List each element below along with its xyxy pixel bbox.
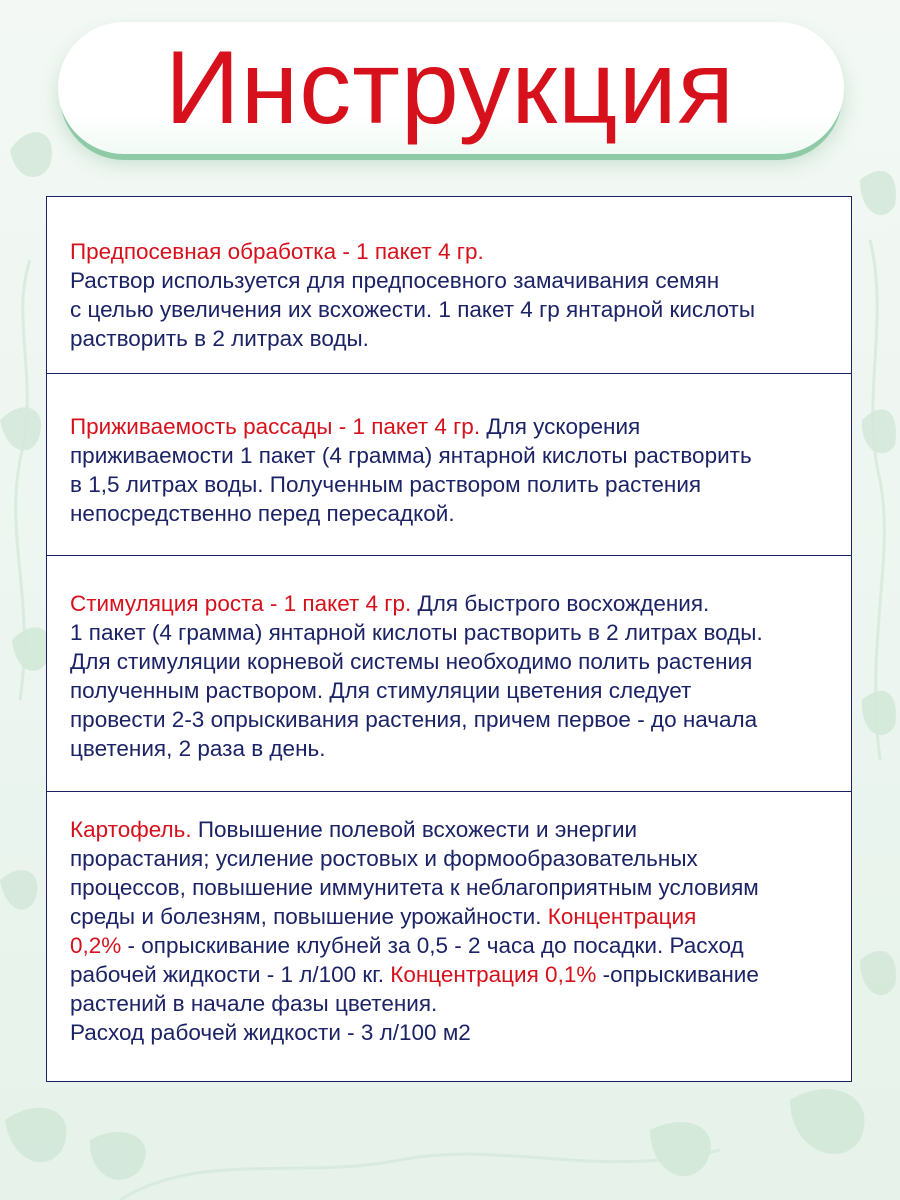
- section-text: [70, 237, 833, 353]
- section-body: Раствор используется для предпосевного замачивания семян с целью увеличения их всхожести. 1 пакет 4 гр янтарной кислоты растворить в 2 литрах воды.: [70, 268, 756, 351]
- section-text: [70, 412, 833, 528]
- instruction-panel: [46, 196, 852, 1082]
- section-text: [70, 589, 833, 763]
- section-heading: Картофель.: [70, 817, 192, 842]
- section-body: Для ускорения приживаемости 1 пакет (4 грамма) янтарной кислоты растворить в 1,5 литрах воды. Полученным раствором полить растения непосредственно перед пересадкой.: [70, 414, 752, 526]
- page-title: Инструкция: [165, 30, 735, 146]
- section-heading: Приживаемость рассады - 1 пакет 4 гр.: [70, 414, 481, 439]
- section-seedling-survival: [47, 374, 851, 556]
- section-presowing: [47, 197, 851, 374]
- section-body: -опрыскивание растений в начале фазы цветения. Расход рабочей жидкости - 3 л/100 м2: [70, 962, 759, 1045]
- section-heading: Стимуляция роста - 1 пакет 4 гр.: [70, 591, 412, 616]
- section-heading: Предпосевная обработка - 1 пакет 4 гр.: [70, 239, 484, 264]
- section-body: Для быстрого восхождения. 1 пакет (4 грамма) янтарной кислоты растворить в 2 литрах воды. Для стимуляции корневой системы необходимо полить растения полученным раствором. Для стимуляции цветения следует провести 2-3 опрыскивания растения, причем первое - до начала цветения, 2 раза в день.: [70, 591, 763, 761]
- section-body: Повышение полевой всхожести и энергии прорастания; усиление ростовых и формообразовательных процессов, повышение иммунитета к неблагоприятным условиям среды и болезням, повышение урожайности.: [70, 817, 759, 929]
- concentration-label: Концентрация 0,2%: [70, 904, 697, 958]
- section-potato: [47, 792, 851, 1081]
- section-text: [70, 815, 833, 1047]
- concentration-label: Концентрация 0,1%: [390, 962, 597, 987]
- section-growth-stimulation: [47, 556, 851, 792]
- section-body: - опрыскивание клубней за 0,5 - 2 часа до посадки. Расход рабочей жидкости - 1 л/100 кг.: [70, 933, 744, 987]
